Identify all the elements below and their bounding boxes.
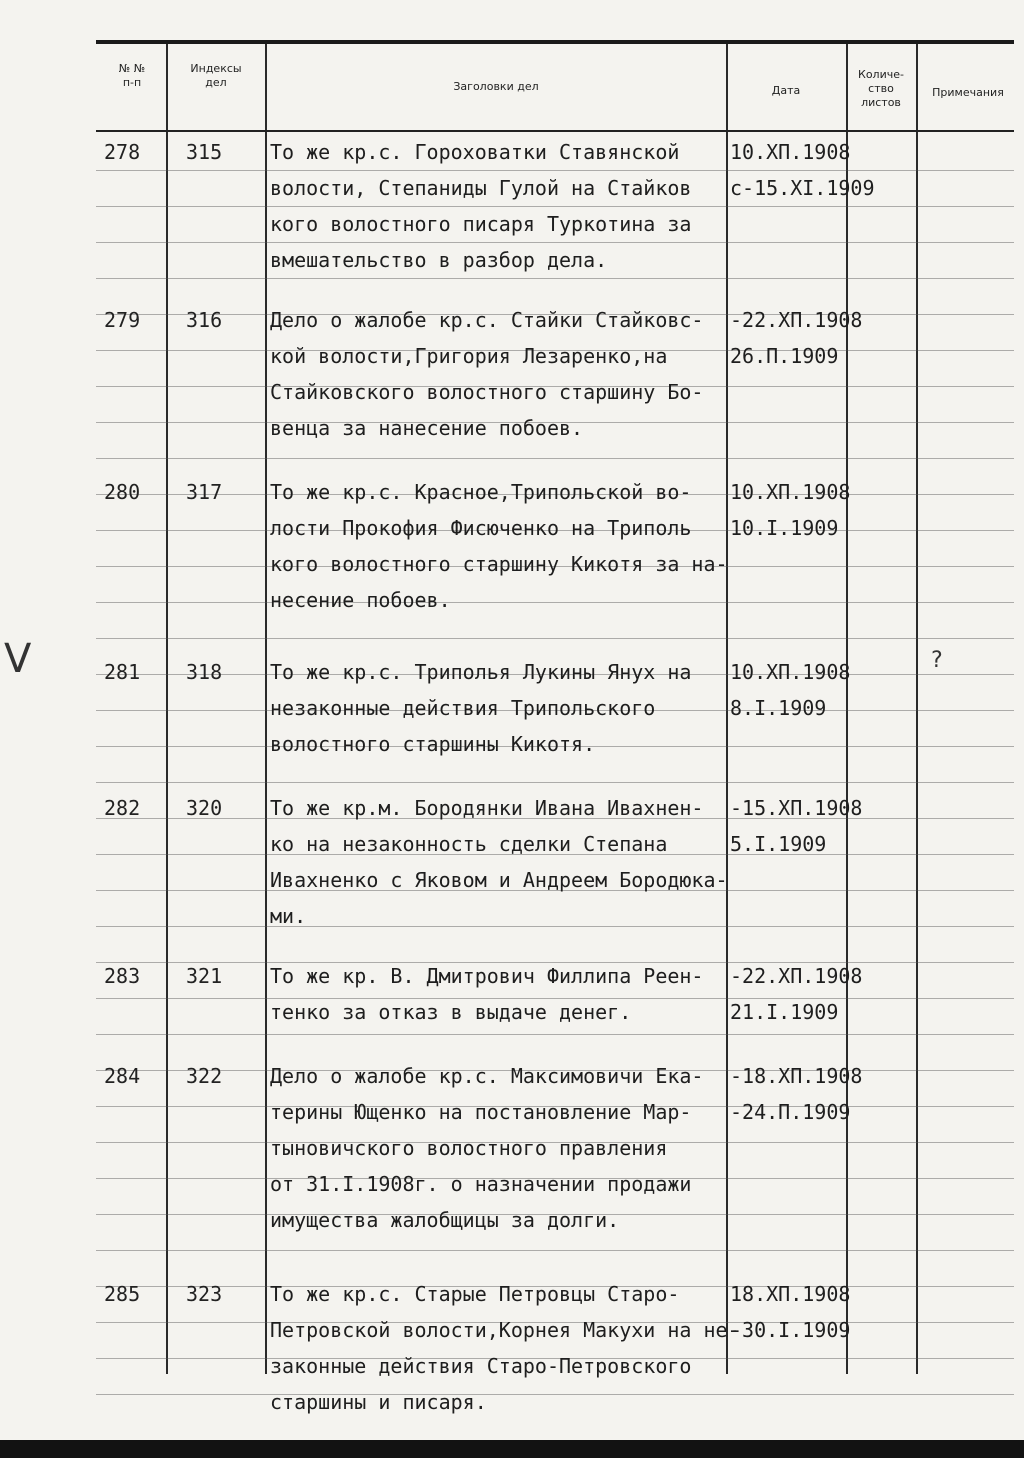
col-divider-3 bbox=[726, 44, 728, 1374]
record-title-line: кого волостного старшину Кикотя за на- bbox=[270, 552, 728, 576]
record-date: 8.I.1909 bbox=[730, 696, 827, 720]
record-date: 21.I.1909 bbox=[730, 1000, 839, 1024]
record-title-line: То же кр.с. Триполья Лукины Янух на bbox=[270, 660, 692, 684]
record-title-line: венца за нанесение побоев. bbox=[270, 416, 584, 440]
header-title: Заголовки дел bbox=[453, 80, 539, 93]
record-title-line: То же кр.с. Красное,Трипольской во- bbox=[270, 480, 692, 504]
header-bottom-border bbox=[96, 130, 1014, 132]
ruling-line bbox=[96, 242, 1014, 243]
record-note: ? bbox=[930, 648, 944, 673]
record-index: 317 bbox=[186, 480, 223, 504]
ruling-line bbox=[96, 1250, 1014, 1251]
ruling-line bbox=[96, 1394, 1014, 1395]
record-title-line: То же кр. В. Дмитрович Филлипа Реен- bbox=[270, 964, 704, 988]
ruling-line bbox=[96, 278, 1014, 279]
record-date: 10.I.1909 bbox=[730, 516, 839, 540]
top-border bbox=[96, 40, 1014, 44]
record-title-line: То же кр.м. Бородянки Ивана Ивахнен- bbox=[270, 796, 704, 820]
record-date: -22.ХП.1908 bbox=[730, 308, 863, 332]
record-title-line: от 31.I.1908г. о назначении продажи bbox=[270, 1172, 692, 1196]
record-date: -22.ХП.1908 bbox=[730, 964, 863, 988]
record-date: 10.ХП.1908 bbox=[730, 480, 851, 504]
ruling-line bbox=[96, 1034, 1014, 1035]
record-date: с-15.XI.1909 bbox=[730, 176, 875, 200]
col-divider-1 bbox=[166, 44, 168, 1374]
record-title-line: несение побоев. bbox=[270, 588, 451, 612]
record-index: 316 bbox=[186, 308, 223, 332]
header-index: Индексы дел bbox=[190, 62, 242, 89]
record-title-line: ко на незаконность сделки Степана bbox=[270, 832, 668, 856]
record-title-line: Ивахненко с Яковом и Андреем Бородюка- bbox=[270, 868, 728, 892]
record-date: 10.ХП.1908 bbox=[730, 660, 851, 684]
col-divider-2 bbox=[265, 44, 267, 1374]
record-date: 26.П.1909 bbox=[730, 344, 839, 368]
ruling-line bbox=[96, 206, 1014, 207]
record-title-line: законные действия Старо-Петровского bbox=[270, 1354, 692, 1378]
record-date: 5.I.1909 bbox=[730, 832, 827, 856]
record-title-line: волости, Степаниды Гулой на Стайков bbox=[270, 176, 692, 200]
record-title-line: Дело о жалобе кр.с. Стайки Стайковс- bbox=[270, 308, 704, 332]
record-title-line: лости Прокофия Фисюченко на Триполь bbox=[270, 516, 692, 540]
record-date: -30.I.1909 bbox=[730, 1318, 851, 1342]
record-number: 279 bbox=[104, 308, 141, 332]
ruling-line bbox=[96, 782, 1014, 783]
record-title-line: вмешательство в разбор дела. bbox=[270, 248, 608, 272]
record-title-line: волостного старшины Кикотя. bbox=[270, 732, 596, 756]
record-number: 281 bbox=[104, 660, 141, 684]
record-title-line: старшины и писаря. bbox=[270, 1390, 487, 1414]
header-num: № № п-п bbox=[118, 62, 146, 89]
record-title-line: То же кр.с. Старые Петровцы Старо- bbox=[270, 1282, 680, 1306]
ruling-line bbox=[96, 170, 1014, 171]
record-title-line: кой волости,Григория Лезаренко,на bbox=[270, 344, 668, 368]
record-date: 18.ХП.1908 bbox=[730, 1282, 851, 1306]
record-title-line: Стайковского волостного старшину Бо- bbox=[270, 380, 704, 404]
header-notes: Примечания bbox=[932, 86, 1004, 99]
record-title-line: тенко за отказ в выдаче денег. bbox=[270, 1000, 632, 1024]
ruling-line bbox=[96, 962, 1014, 963]
col-divider-4 bbox=[846, 44, 848, 1374]
record-number: 280 bbox=[104, 480, 141, 504]
record-title-line: кого волостного писаря Туркотина за bbox=[270, 212, 692, 236]
header-date: Дата bbox=[771, 84, 801, 97]
record-title-line: тыновичского волостного правления bbox=[270, 1136, 668, 1160]
record-date: -18.ХП.1908 bbox=[730, 1064, 863, 1088]
record-number: 284 bbox=[104, 1064, 141, 1088]
record-index: 320 bbox=[186, 796, 223, 820]
record-number: 278 bbox=[104, 140, 141, 164]
record-title-line: Петровской волости,Корнея Макухи на не- bbox=[270, 1318, 740, 1342]
ruling-line bbox=[96, 638, 1014, 639]
record-index: 321 bbox=[186, 964, 223, 988]
record-number: 285 bbox=[104, 1282, 141, 1306]
ruling-line bbox=[96, 998, 1014, 999]
record-index: 315 bbox=[186, 140, 223, 164]
record-title-line: имущества жалобщицы за долги. bbox=[270, 1208, 620, 1232]
record-number: 283 bbox=[104, 964, 141, 988]
record-date: -15.ХП.1908 bbox=[730, 796, 863, 820]
record-title-line: Дело о жалобе кр.с. Максимовичи Ека- bbox=[270, 1064, 704, 1088]
col-divider-5 bbox=[916, 44, 918, 1374]
record-title-line: ми. bbox=[270, 904, 307, 928]
ruling-line bbox=[96, 926, 1014, 927]
ruling-line bbox=[96, 602, 1014, 603]
record-index: 318 bbox=[186, 660, 223, 684]
record-title-line: незаконные действия Трипольского bbox=[270, 696, 656, 720]
record-date: -24.П.1909 bbox=[730, 1100, 851, 1124]
scan-bottom-edge bbox=[0, 1440, 1024, 1458]
record-index: 322 bbox=[186, 1064, 223, 1088]
record-number: 282 bbox=[104, 796, 141, 820]
header-sheets: Количе- ство листов bbox=[858, 68, 904, 109]
record-title-line: То же кр.с. Гороховатки Ставянской bbox=[270, 140, 680, 164]
record-index: 323 bbox=[186, 1282, 223, 1306]
margin-check-mark: V bbox=[4, 636, 32, 682]
ruling-line bbox=[96, 458, 1014, 459]
record-title-line: терины Ющенко на постановление Мар- bbox=[270, 1100, 692, 1124]
record-date: 10.ХП.1908 bbox=[730, 140, 851, 164]
